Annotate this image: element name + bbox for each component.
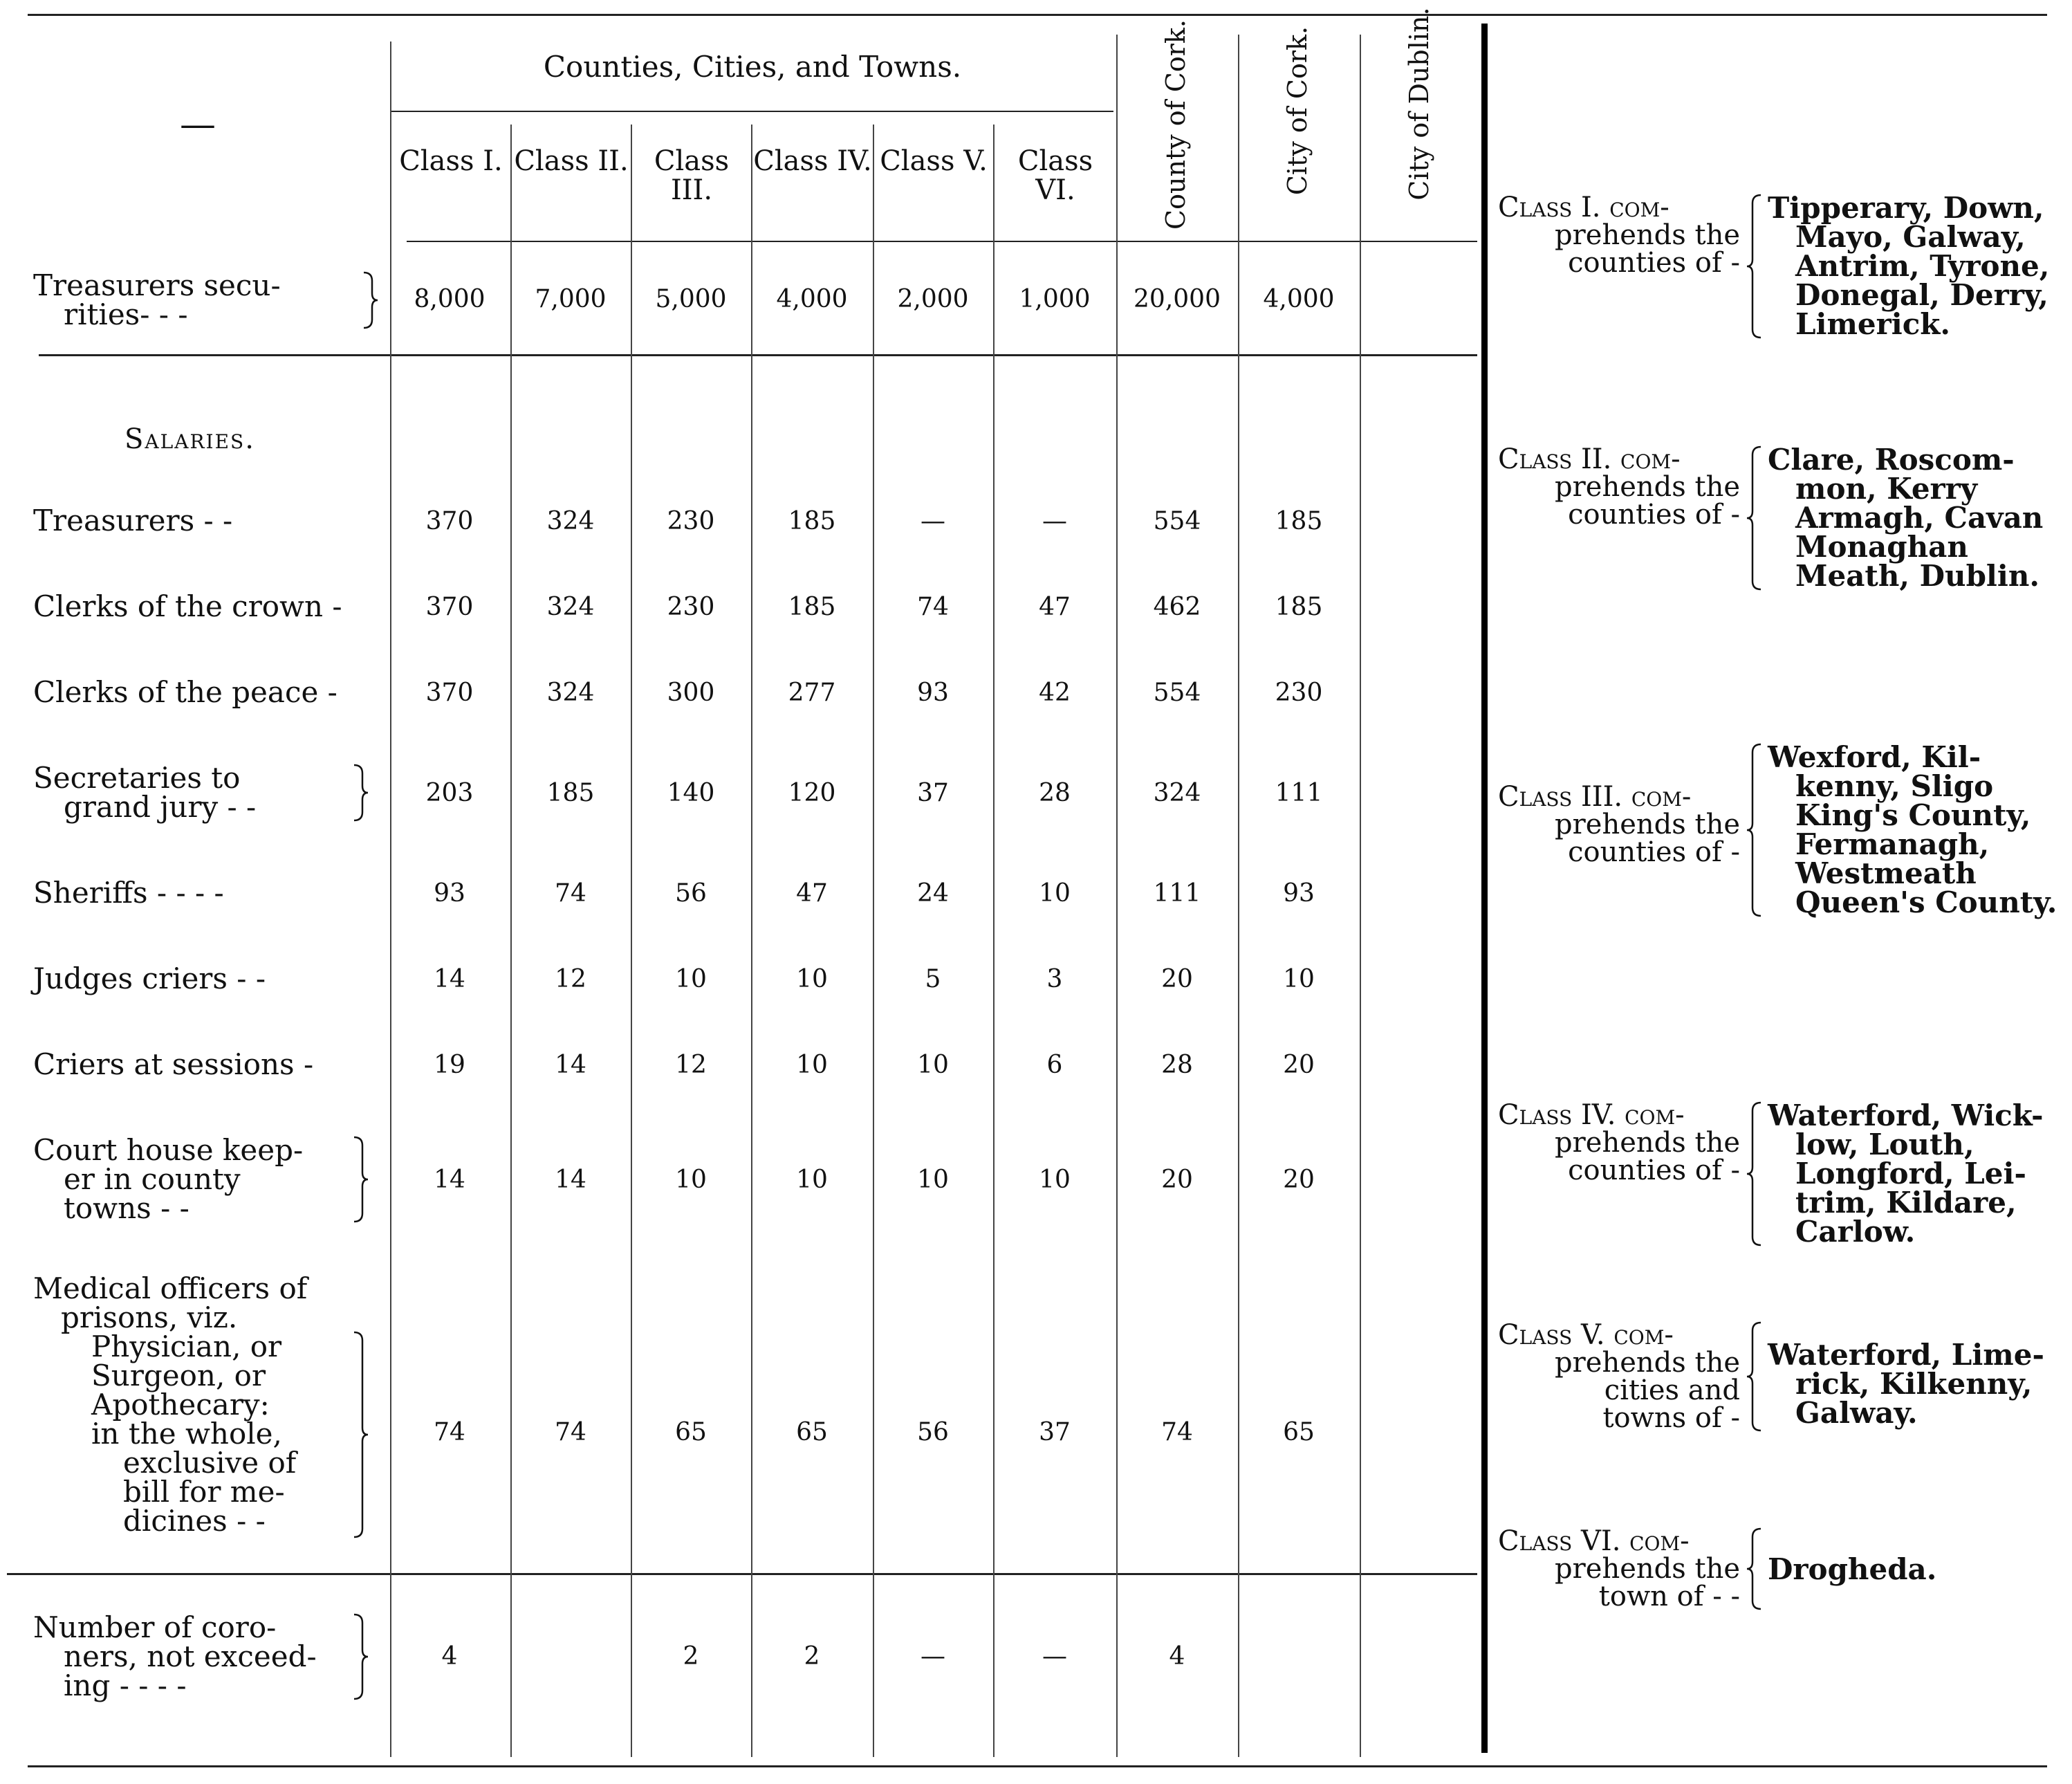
class-note-left-line: prehends the	[1555, 1127, 1740, 1159]
class-note-right-line: Waterford, Wick-	[1768, 1098, 2044, 1132]
class-note-brace	[1744, 445, 1762, 591]
row-label-line: towns - -	[64, 1191, 189, 1225]
class-header-1	[391, 147, 510, 176]
row-label-line: Apothecary:	[91, 1388, 270, 1422]
class-note-right-line: Galway.	[1795, 1396, 1918, 1430]
row-label-line: Clerks of the crown -	[33, 589, 342, 623]
class-header-text: Class I.	[399, 145, 503, 177]
class-note-right-line: Antrim, Tyrone,	[1795, 249, 2050, 283]
class-note-right-line: trim, Kildare,	[1795, 1186, 2017, 1220]
class-header-3	[632, 147, 751, 205]
table-cell: 230	[1275, 679, 1323, 707]
class-note-left-line: Class II. com-	[1498, 443, 1681, 475]
table-cell: 37	[1039, 1418, 1071, 1446]
securities-rule	[39, 354, 1477, 356]
table-cell: 65	[1283, 1418, 1315, 1446]
table-cell: 1,000	[1019, 285, 1091, 313]
coroners-brace	[353, 1613, 369, 1700]
table-cell: 370	[425, 507, 474, 535]
table-cell: 10	[796, 1166, 828, 1194]
class-note-right-line: rick, Kilkenny,	[1795, 1367, 2033, 1401]
class-note-left-line: prehends the	[1555, 219, 1740, 251]
securities-brace	[362, 271, 379, 329]
table-cell: 37	[917, 779, 949, 807]
class-note-left-line: Class I. com-	[1498, 192, 1669, 223]
table-cell: 56	[917, 1418, 949, 1446]
table-cell: 2,000	[897, 285, 969, 313]
table-cell: 28	[1039, 779, 1071, 807]
row-brace	[353, 764, 369, 822]
class-note-brace	[1744, 743, 1762, 917]
table-cell: 10	[1283, 965, 1315, 993]
table-cell: 65	[675, 1418, 707, 1446]
group-title: Counties, Cities, and Towns.	[543, 50, 962, 84]
coroners-label-line: ing - - - -	[64, 1668, 187, 1702]
class-note-right-line: Wexford, Kil-	[1768, 740, 1981, 774]
class-header-2	[512, 147, 631, 176]
table-cell: 24	[917, 879, 949, 908]
class-header-6	[995, 147, 1116, 205]
class-note-right-line: Waterford, Lime-	[1768, 1338, 2044, 1372]
table-cell: 12	[675, 1051, 707, 1079]
class-note-right-line: Donegal, Derry,	[1795, 278, 2048, 312]
table-cell: 185	[1275, 593, 1323, 621]
coroners-label-line: ners, not exceed-	[64, 1639, 317, 1673]
row-label-line: Clerks of the peace -	[33, 675, 337, 709]
class-note-right-line: Meath, Dublin.	[1795, 559, 2040, 593]
class-note-right-line: Queen's County.	[1795, 885, 2057, 919]
class-header-text: Class VI.	[1017, 145, 1093, 206]
table-cell: 185	[546, 779, 595, 807]
class-note-right-line: Drogheda.	[1768, 1552, 1937, 1586]
class-header-5	[874, 147, 993, 176]
table-cell: 19	[434, 1051, 465, 1079]
group-underline	[391, 111, 1113, 112]
table-cell: 277	[788, 679, 836, 707]
table-cell: 4,000	[776, 285, 848, 313]
row-label-line: in the whole,	[91, 1417, 282, 1451]
table-cell: —	[921, 507, 945, 535]
table-cell: 2	[683, 1642, 699, 1671]
table-cell: 324	[1153, 779, 1201, 807]
table-cell: 185	[788, 593, 836, 621]
coroners-label-line: Number of coro-	[33, 1610, 277, 1644]
main-divider	[1481, 24, 1488, 1753]
class-header-text: Class V.	[880, 145, 988, 177]
table-cell: 324	[546, 507, 595, 535]
table-cell: 12	[555, 965, 586, 993]
class-note-brace	[1744, 194, 1762, 339]
table-cell: 20	[1283, 1166, 1315, 1194]
city-of-cork-header: City of Cork.	[1282, 26, 1313, 196]
table-cell: 554	[1153, 507, 1201, 535]
table-cell: 111	[1153, 879, 1201, 908]
table-cell: 74	[917, 593, 949, 621]
table-cell: 10	[675, 965, 707, 993]
table-cell: 230	[667, 593, 715, 621]
row-label-line: bill for me-	[123, 1475, 285, 1509]
class-note-right-line: Armagh, Cavan	[1795, 501, 2044, 535]
table-cell: 10	[796, 965, 828, 993]
top-rule	[28, 14, 2047, 16]
coroners-rule	[7, 1573, 1477, 1575]
row-label-line: exclusive of	[123, 1446, 297, 1480]
row-label-line: dicines - -	[123, 1504, 266, 1538]
row-label-line: grand jury - -	[64, 790, 257, 824]
table-cell: 324	[546, 679, 595, 707]
class-note-right-line: Fermanagh,	[1795, 827, 1990, 861]
table-cell: 10	[917, 1051, 949, 1079]
table-cell: 324	[546, 593, 595, 621]
table-cell: 120	[788, 779, 836, 807]
table-cell: 20	[1161, 1166, 1193, 1194]
table-cell: 4,000	[1263, 285, 1335, 313]
securities-label-line: Treasurers secu-	[33, 268, 281, 302]
row-label-line: prisons, viz.	[61, 1300, 238, 1334]
table-cell: 47	[796, 879, 828, 908]
table-cell: 554	[1153, 679, 1201, 707]
table-cell: 10	[1039, 879, 1071, 908]
table-cell: 5,000	[655, 285, 727, 313]
class-note-left-line: Class V. com-	[1498, 1319, 1674, 1351]
class-header-text: Class IV.	[753, 145, 872, 177]
securities-label-line: rities- - -	[64, 297, 188, 331]
col-rule-5	[993, 125, 995, 1757]
table-cell: —	[1042, 507, 1067, 535]
table-cell: 111	[1275, 779, 1323, 807]
county-of-cork-header: County of Cork.	[1160, 19, 1191, 230]
col-rule-7	[1238, 35, 1239, 1757]
row-label-line: Surgeon, or	[91, 1359, 266, 1392]
class-note-right-line: mon, Kerry	[1795, 472, 1978, 506]
class-note-right-line: Monaghan	[1795, 530, 1968, 564]
bottom-rule	[28, 1765, 2047, 1767]
table-cell: 74	[555, 1418, 586, 1446]
row-brace	[353, 1331, 369, 1538]
table-cell: 300	[667, 679, 715, 707]
table-cell: 2	[804, 1642, 820, 1671]
table-cell: 93	[1283, 879, 1315, 908]
table-cell: 93	[434, 879, 465, 908]
table-cell: 42	[1039, 679, 1071, 707]
class-note-right-line: Longford, Lei-	[1795, 1157, 2026, 1190]
class-note-left-line: Class IV. com-	[1498, 1099, 1685, 1131]
class-note-right-line: Clare, Roscom-	[1768, 443, 2015, 477]
table-cell: 370	[425, 679, 474, 707]
col-rule-0	[390, 42, 391, 1757]
class-note-left-line: counties of -	[1568, 1155, 1740, 1186]
class-note-brace	[1744, 1321, 1762, 1432]
table-cell: 4	[441, 1642, 458, 1671]
table-cell: 56	[675, 879, 707, 908]
table-cell: 65	[796, 1418, 828, 1446]
table-cell: 14	[555, 1051, 586, 1079]
table-cell: 74	[1161, 1418, 1193, 1446]
table-cell: 10	[917, 1166, 949, 1194]
table-cell: 3	[1046, 965, 1063, 993]
class-note-left-line: towns of -	[1602, 1402, 1740, 1434]
col-rule-8	[1360, 35, 1361, 1757]
class-note-left-line: counties of -	[1568, 247, 1740, 279]
table-cell: 74	[434, 1418, 465, 1446]
class-note-left-line: cities and	[1604, 1374, 1740, 1406]
table-cell: 14	[434, 965, 465, 993]
class-note-right-line: Limerick.	[1795, 307, 1951, 341]
table-cell: 93	[917, 679, 949, 707]
row-label-line: Court house keep-	[33, 1133, 304, 1167]
table-cell: 6	[1046, 1051, 1063, 1079]
class-note-right-line: King's County,	[1795, 798, 2031, 832]
class-header-4	[752, 147, 873, 176]
table-cell: —	[1042, 1642, 1067, 1671]
row-label-line: Physician, or	[91, 1330, 282, 1363]
table-cell: 10	[675, 1166, 707, 1194]
table-cell: 47	[1039, 593, 1071, 621]
table-cell: 462	[1153, 593, 1201, 621]
table-cell: 203	[425, 779, 474, 807]
class-note-left-line: prehends the	[1555, 471, 1740, 503]
class-note-left-line: prehends the	[1555, 1553, 1740, 1585]
row-label-line: Criers at sessions -	[33, 1047, 314, 1081]
class-note-left-line: counties of -	[1568, 499, 1740, 531]
table-cell: 370	[425, 593, 474, 621]
row-label-line: Medical officers of	[33, 1271, 308, 1305]
table-cell: 230	[667, 507, 715, 535]
class-header-text: Class II.	[514, 145, 629, 177]
row-label-line: Judges criers - -	[33, 962, 266, 995]
table-cell: 20,000	[1134, 285, 1221, 313]
row-label-line: Secretaries to	[33, 761, 241, 795]
table-cell: 185	[1275, 507, 1323, 535]
col-rule-3	[751, 125, 752, 1757]
table-cell: 140	[667, 779, 715, 807]
class-note-right-line: Tipperary, Down,	[1768, 191, 2044, 225]
class-note-right-line: Westmeath	[1795, 856, 1977, 890]
table-cell: 14	[434, 1166, 465, 1194]
table-cell: 10	[1039, 1166, 1071, 1194]
row-brace	[353, 1136, 369, 1223]
row-label-line: Sheriffs - - - -	[33, 876, 224, 910]
class-underline	[407, 241, 1477, 242]
class-note-left-line: town of - -	[1598, 1581, 1740, 1612]
class-note-right-line: low, Louth,	[1795, 1128, 1974, 1161]
class-note-left-line: Class III. com-	[1498, 781, 1692, 813]
table-cell: 14	[555, 1166, 586, 1194]
class-note-right-line: kenny, Sligo	[1795, 769, 1994, 803]
table-cell: 28	[1161, 1051, 1193, 1079]
col-rule-4	[873, 125, 874, 1757]
class-header-text: Class III.	[654, 145, 730, 206]
table-cell: 8,000	[414, 285, 485, 313]
table-cell: —	[921, 1642, 945, 1671]
class-note-left-line: counties of -	[1568, 836, 1740, 868]
table-cell: 4	[1169, 1642, 1185, 1671]
table-cell: 7,000	[535, 285, 607, 313]
class-note-brace	[1744, 1101, 1762, 1247]
class-note-left-line: prehends the	[1555, 1347, 1740, 1379]
class-note-left-line: prehends the	[1555, 809, 1740, 840]
row-label-line: Treasurers - -	[33, 504, 233, 537]
header-dash: —	[180, 104, 216, 145]
table-cell: 185	[788, 507, 836, 535]
table-cell: 10	[796, 1051, 828, 1079]
col-rule-6	[1116, 35, 1118, 1757]
city-of-dublin-header: City of Dublin.	[1404, 7, 1434, 201]
class-note-right-line: Mayo, Galway,	[1795, 220, 2026, 254]
table-cell: 5	[925, 965, 941, 993]
col-rule-1	[510, 125, 512, 1757]
class-note-left-line: Class VI. com-	[1498, 1525, 1690, 1557]
row-label-line: er in county	[64, 1162, 241, 1196]
class-note-right-line: Carlow.	[1795, 1215, 1916, 1249]
table-cell: 20	[1283, 1051, 1315, 1079]
table-cell: 20	[1161, 965, 1193, 993]
class-note-brace	[1744, 1527, 1762, 1610]
table-cell: 74	[555, 879, 586, 908]
salaries-heading: Salaries.	[124, 423, 255, 455]
col-rule-2	[631, 125, 632, 1757]
